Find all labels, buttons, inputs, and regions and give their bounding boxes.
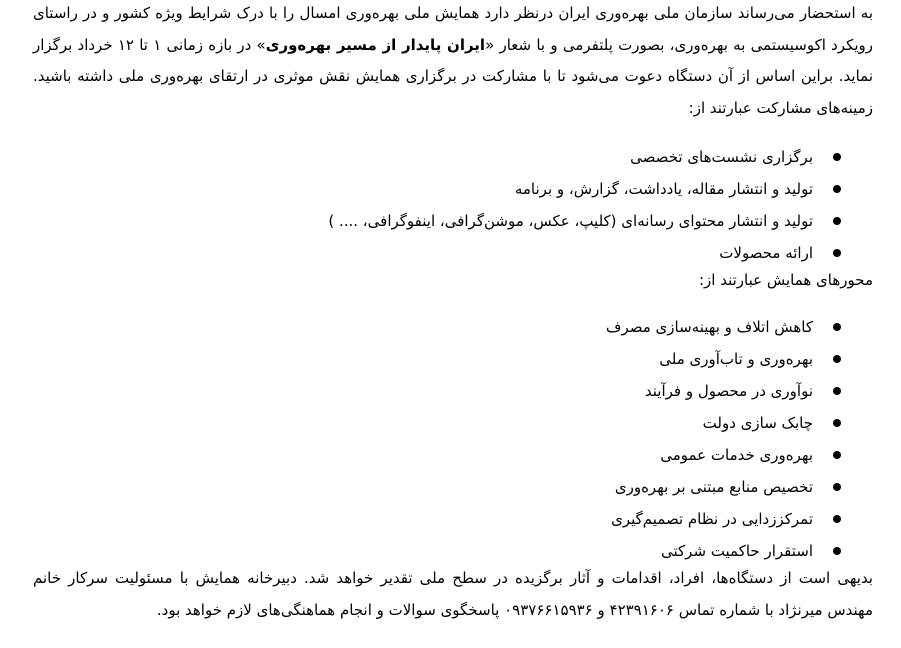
bullet-icon <box>833 217 841 225</box>
axis-item-text: استقرار حاکمیت شرکتی <box>661 542 813 560</box>
bullet-icon <box>833 185 841 193</box>
axis-item-text: تخصیص منابع مبتنی بر بهره‌وری <box>614 478 813 496</box>
axis-item <box>606 343 841 375</box>
bullet-icon <box>833 515 841 523</box>
axis-item-text: بهره‌وری و تاب‌آوری ملی <box>659 350 813 368</box>
bullet-icon <box>833 355 841 363</box>
bullet-icon <box>833 483 841 491</box>
bullet-icon <box>833 153 841 161</box>
bullet-icon <box>833 387 841 395</box>
bullet-icon <box>833 323 841 331</box>
participation-item <box>328 205 841 237</box>
axis-item-text: چابک سازی دولت <box>702 414 813 432</box>
axes-list <box>606 311 841 567</box>
participation-item-text: برگزاری نشست‌های تخصصی <box>630 148 813 166</box>
intro-text-part1: به استحضار می‌رساند سازمان ملی بهره‌وری ایران درنظر دارد همایش ملی بهره‌وری امسال را با درک شرایط ویژه کشور و در راستای رویکرد اکوسیستمی به بهره‌وری، بصورت پلتفرمی و با شعار « <box>33 4 874 54</box>
participation-item <box>328 173 841 205</box>
bullet-icon <box>833 547 841 555</box>
axis-item <box>606 503 841 535</box>
participation-item-text: تولید و انتشار مقاله، یادداشت، گزارش، و برنامه <box>514 180 813 198</box>
axis-item <box>606 407 841 439</box>
axis-item-text: نوآوری در محصول و فرآیند <box>644 382 813 400</box>
axes-heading: محورهای همایش عبارتند از: <box>698 271 873 289</box>
bullet-icon <box>833 451 841 459</box>
bullet-icon <box>833 249 841 257</box>
axis-item <box>606 471 841 503</box>
axis-item-text: تمرکززدایی در نظام تصمیم‌گیری <box>611 510 813 528</box>
intro-text-part2: » در بازه زمانی ۱ تا ۱۲ خرداد برگزار نماید. براین اساس از آن دستگاه دعوت می‌شود تا با مشارکت در برگزاری همایش نقش موثری در ارتقای بهره‌وری ملی داشته باشید. زمینه‌های مشارکت عبارتند از: <box>33 35 873 117</box>
axis-item-text: بهره‌وری خدمات عمومی <box>660 446 813 464</box>
axis-item-text: کاهش اتلاف و بهینه‌سازی مصرف <box>605 318 813 336</box>
intro-paragraph <box>33 0 873 124</box>
axis-item <box>606 311 841 343</box>
axis-item <box>606 375 841 407</box>
bullet-icon <box>833 419 841 427</box>
participation-item-text: ارائه محصولات <box>719 244 813 262</box>
axis-item <box>606 439 841 471</box>
participation-item <box>328 141 841 173</box>
slogan-text: ایران پایدار از مسیر بهره‌وری <box>265 35 486 54</box>
participation-list <box>328 141 841 269</box>
closing-paragraph: بدیهی است از دستگاه‌ها، افراد، اقدامات و آثار برگزیده در سطح ملی تقدیر خواهد شد. دبیرخانه همایش با مسئولیت سرکار خانم مهندس میرنژاد با شماره تماس ۴۲۳۹۱۶۰۶ و ۰۹۳۷۶۶۱۵۹۳۶ پاسخگوی سوالات و انجام هماهنگی‌های لازم خواهد بود. <box>33 569 873 619</box>
participation-item-text: تولید و انتشار محتوای رسانه‌ای (کلیپ، عکس، موشن‌گرافی، اینفوگرافی، .... ) <box>328 212 813 230</box>
